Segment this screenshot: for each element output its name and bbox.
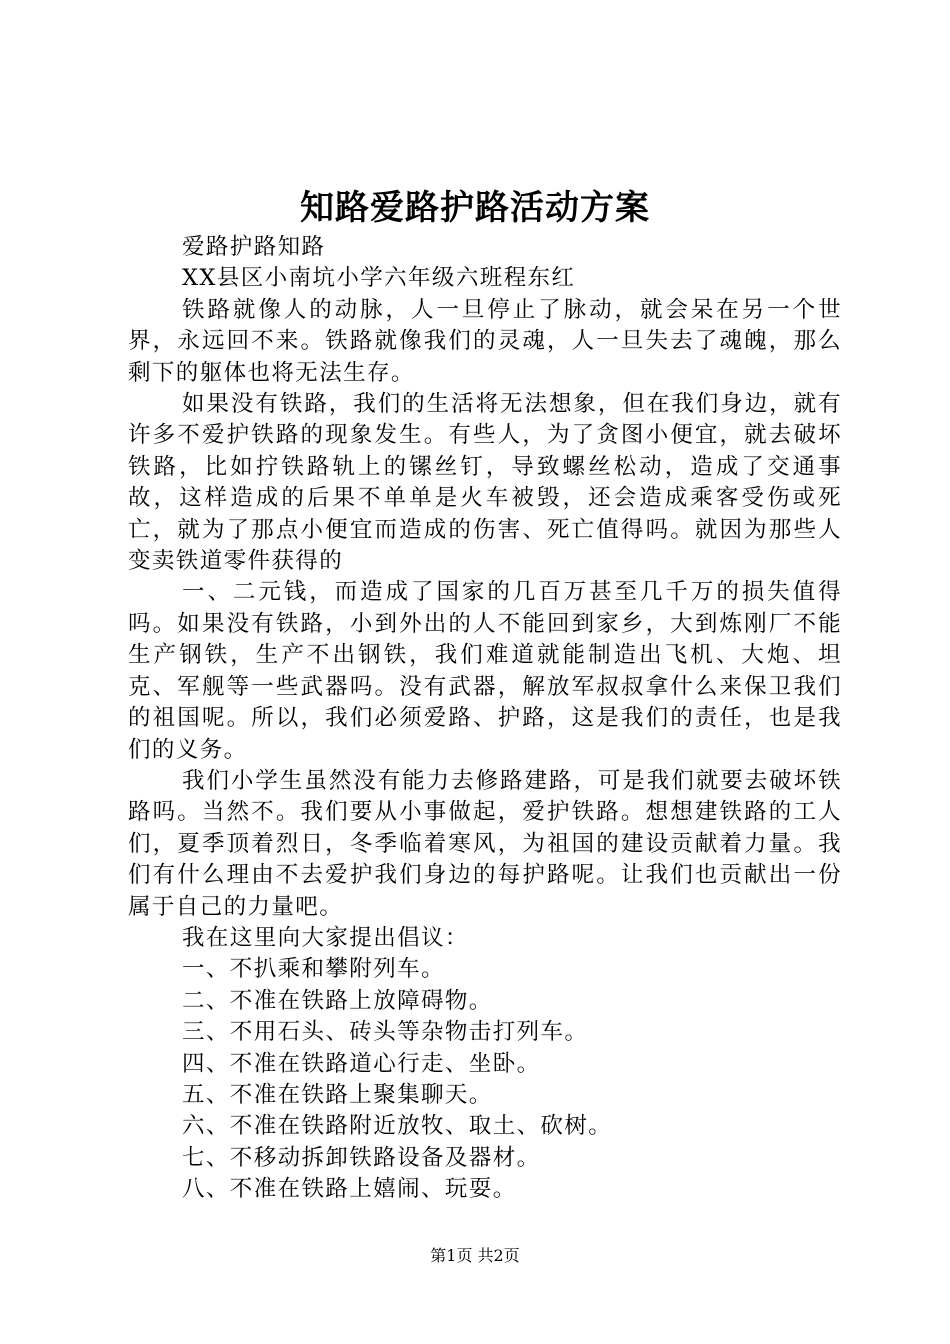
proposal-intro: 我在这里向大家提出倡议：	[182, 924, 469, 951]
document-body	[128, 232, 842, 1206]
paragraph-author: XX县区小南坑小学六年级六班程东红	[182, 265, 576, 292]
paragraph: 铁路就像人的动脉，人一旦停止了脉动，就会呆在另一个世界，永远回不来。铁路就像我们的灵魂，人一旦失去了魂魄，那么剩下的躯体也将无法生存。	[128, 296, 842, 386]
paragraph-subtitle: 爱路护路知路	[182, 234, 326, 260]
proposal-item: 七、不移动拆卸铁路设备及器材。	[182, 1144, 541, 1171]
proposal-item: 三、不用石头、砖头等杂物击打列车。	[182, 1019, 589, 1046]
document-title: 知路爱路护路活动方案	[300, 188, 650, 228]
proposal-item: 八、不准在铁路上嬉闹、玩耍。	[182, 1176, 517, 1203]
proposal-item: 六、不准在铁路附近放牧、取土、砍树。	[182, 1113, 613, 1140]
paragraph: 如果没有铁路，我们的生活将无法想象，但在我们身边，就有许多不爱护铁路的现象发生。有些人，为了贪图小便宜，就去破坏铁路，比如拧铁路轨上的镙丝钉，导致螺丝松动，造成了交通事故，这样造成的后果不单单是火车被毁，还会造成乘客受伤或死亡，就为了那点小便宜而造成的伤害、死亡值得吗。就因为那些人变卖铁道零件获得的	[128, 391, 842, 575]
proposal-item: 一、不扒乘和攀附列车。	[182, 956, 445, 983]
proposal-item: 五、不准在铁路上聚集聊天。	[182, 1081, 493, 1108]
paragraph: 我们小学生虽然没有能力去修路建路，可是我们就要去破坏铁路吗。当然不。我们要从小事做起，爱护铁路。想想建铁路的工人们，夏季顶着烈日，冬季临着寒风，为祖国的建设贡献着力量。我们有什么理由不去爱护我们身边的每护路呢。让我们也贡献出一份属于自己的力量吧。	[128, 767, 842, 920]
paragraph: 一、二元钱，而造成了国家的几百万甚至几千万的损失值得吗。如果没有铁路，小到外出的人不能回到家乡，大到炼刚厂不能生产钢铁，生产不出钢铁，我们难道就能制造出飞机、大炮、坦克、军舰等一些武器吗。没有武器，解放军叔叔拿什么来保卫我们的祖国呢。所以，我们必须爱路、护路，这是我们的责任，也是我们的义务。	[128, 579, 842, 763]
proposal-item: 四、不准在铁路道心行走、坐卧。	[182, 1050, 541, 1077]
page-number-footer: 第1页 共2页	[430, 1246, 520, 1265]
proposal-item: 二、不准在铁路上放障碍物。	[182, 987, 493, 1014]
